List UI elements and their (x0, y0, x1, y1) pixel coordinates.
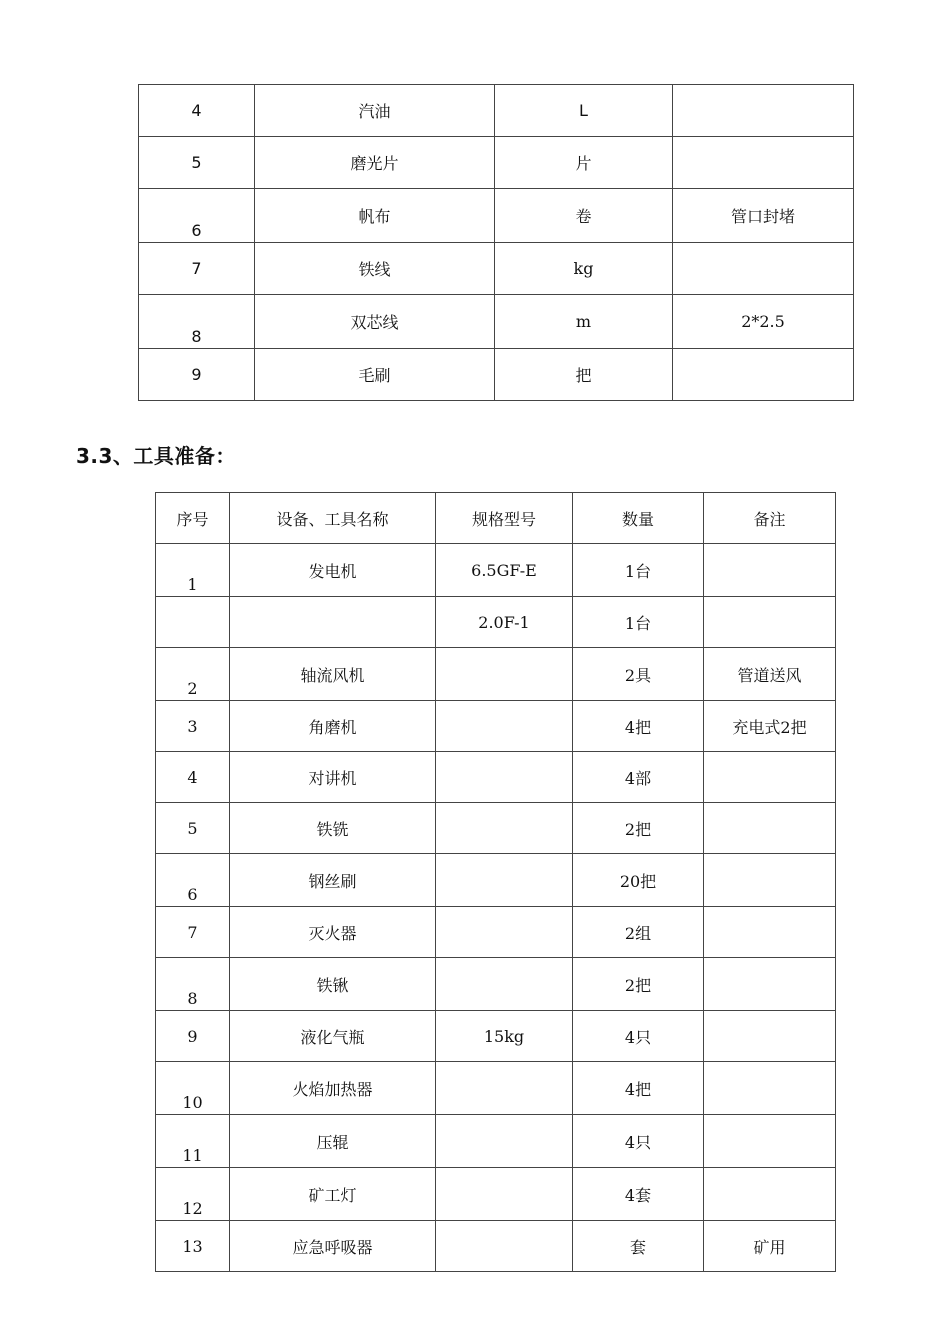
tool-note (704, 1011, 836, 1062)
tool-quantity: 4把 (573, 701, 704, 752)
tool-note: 管道送风 (704, 648, 836, 701)
table-row (139, 349, 854, 401)
table-row (156, 803, 836, 854)
material-unit: m (495, 295, 673, 349)
tool-spec (436, 648, 573, 701)
row-number: 4 (156, 752, 230, 803)
column-header: 备注 (704, 493, 836, 544)
tool-note (704, 958, 836, 1011)
tool-note: 矿用 (704, 1221, 836, 1272)
row-number: 4 (139, 85, 255, 137)
table-row (139, 137, 854, 189)
tool-spec (436, 854, 573, 907)
row-number: 3 (156, 701, 230, 752)
tool-quantity: 2把 (573, 803, 704, 854)
tool-quantity: 1台 (573, 544, 704, 597)
tool-spec (436, 1221, 573, 1272)
table-row (156, 544, 836, 597)
material-name: 毛刷 (255, 349, 495, 401)
material-unit: 卷 (495, 189, 673, 243)
tool-name (230, 597, 436, 648)
tool-name: 钢丝刷 (230, 854, 436, 907)
table-row (156, 1011, 836, 1062)
tool-name: 火焰加热器 (230, 1062, 436, 1115)
row-number: 8 (156, 958, 230, 1011)
tool-quantity: 1台 (573, 597, 704, 648)
row-number: 13 (156, 1221, 230, 1272)
row-number: 7 (139, 243, 255, 295)
tool-quantity: 2把 (573, 958, 704, 1011)
material-note: 管口封堵 (673, 189, 854, 243)
tool-spec (436, 958, 573, 1011)
tool-note: 充电式2把 (704, 701, 836, 752)
table-row (156, 752, 836, 803)
tool-name: 压辊 (230, 1115, 436, 1168)
table-row (139, 189, 854, 243)
row-number: 9 (156, 1011, 230, 1062)
row-number: 6 (139, 189, 255, 243)
tool-note (704, 803, 836, 854)
column-header: 序号 (156, 493, 230, 544)
tool-name: 角磨机 (230, 701, 436, 752)
material-name: 汽油 (255, 85, 495, 137)
tool-spec (436, 803, 573, 854)
material-note (673, 137, 854, 189)
tool-note (704, 854, 836, 907)
row-number: 6 (156, 854, 230, 907)
tool-quantity: 2组 (573, 907, 704, 958)
tool-note (704, 1062, 836, 1115)
material-unit: kg (495, 243, 673, 295)
tools-table (155, 492, 836, 1272)
tool-note (704, 544, 836, 597)
material-name: 双芯线 (255, 295, 495, 349)
tool-note (704, 752, 836, 803)
row-number: 9 (139, 349, 255, 401)
tool-name: 铁锹 (230, 958, 436, 1011)
tool-quantity: 4只 (573, 1115, 704, 1168)
table-row (156, 1062, 836, 1115)
table-row (156, 1115, 836, 1168)
row-number: 7 (156, 907, 230, 958)
tool-spec (436, 701, 573, 752)
row-number: 12 (156, 1168, 230, 1221)
material-name: 帆布 (255, 189, 495, 243)
column-header: 数量 (573, 493, 704, 544)
material-note (673, 349, 854, 401)
tool-quantity: 4只 (573, 1011, 704, 1062)
table-row (156, 1168, 836, 1221)
tool-spec (436, 1115, 573, 1168)
table-header-row (156, 493, 836, 544)
section-heading: 3.3、工具准备： (76, 444, 236, 468)
material-note: 2*2.5 (673, 295, 854, 349)
row-number (156, 597, 230, 648)
row-number: 1 (156, 544, 230, 597)
row-number: 5 (156, 803, 230, 854)
table-row (156, 907, 836, 958)
column-header: 设备、工具名称 (230, 493, 436, 544)
table-row (156, 701, 836, 752)
material-unit: 把 (495, 349, 673, 401)
tool-note (704, 597, 836, 648)
tool-name: 灭火器 (230, 907, 436, 958)
row-number: 2 (156, 648, 230, 701)
tool-quantity: 4把 (573, 1062, 704, 1115)
material-unit: 片 (495, 137, 673, 189)
tool-name: 矿工灯 (230, 1168, 436, 1221)
tool-spec (436, 752, 573, 803)
tool-spec: 6.5GF-E (436, 544, 573, 597)
table-row (139, 295, 854, 349)
tool-spec (436, 1168, 573, 1221)
row-number: 11 (156, 1115, 230, 1168)
tool-spec (436, 1062, 573, 1115)
column-header: 规格型号 (436, 493, 573, 544)
tool-note (704, 1168, 836, 1221)
tool-note (704, 1115, 836, 1168)
table-row (156, 958, 836, 1011)
table-row (156, 1221, 836, 1272)
tool-spec (436, 907, 573, 958)
tool-name: 发电机 (230, 544, 436, 597)
tool-quantity: 4套 (573, 1168, 704, 1221)
table-row (156, 648, 836, 701)
row-number: 5 (139, 137, 255, 189)
material-note (673, 85, 854, 137)
tool-name: 液化气瓶 (230, 1011, 436, 1062)
tool-note (704, 907, 836, 958)
material-unit: L (495, 85, 673, 137)
materials-table (138, 84, 854, 401)
tool-quantity: 4部 (573, 752, 704, 803)
material-name: 磨光片 (255, 137, 495, 189)
material-name: 铁线 (255, 243, 495, 295)
row-number: 8 (139, 295, 255, 349)
tool-name: 对讲机 (230, 752, 436, 803)
table-row (156, 854, 836, 907)
tool-quantity: 套 (573, 1221, 704, 1272)
tool-name: 铁铣 (230, 803, 436, 854)
table-row (156, 597, 836, 648)
tool-spec: 15kg (436, 1011, 573, 1062)
material-note (673, 243, 854, 295)
tool-quantity: 2具 (573, 648, 704, 701)
tool-quantity: 20把 (573, 854, 704, 907)
tool-spec: 2.0F-1 (436, 597, 573, 648)
table-row (139, 243, 854, 295)
tool-name: 轴流风机 (230, 648, 436, 701)
table-row (139, 85, 854, 137)
row-number: 10 (156, 1062, 230, 1115)
tool-name: 应急呼吸器 (230, 1221, 436, 1272)
